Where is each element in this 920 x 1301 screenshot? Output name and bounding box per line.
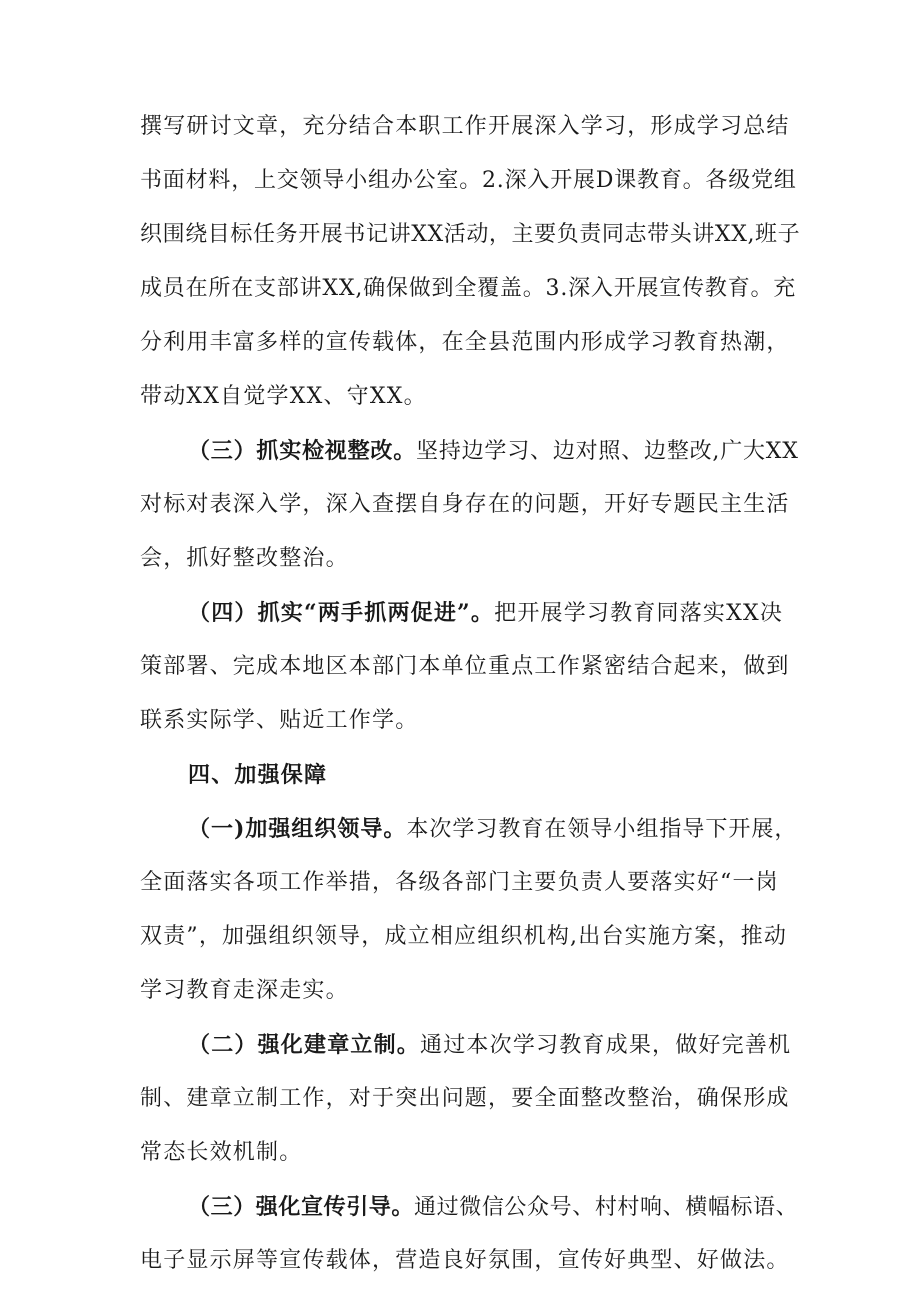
paragraph-line: 织围绕目标任务开展书记讲XX活动，主要负责同志带头讲XX,班子 (140, 222, 801, 247)
paragraph-line: 联系实际学、贴近工作学。 (140, 708, 419, 733)
paragraph-first-line (188, 1030, 800, 1061)
paragraph-heading: （二）强化建章立制。 (188, 1032, 421, 1058)
paragraph-line: 书面材料，上交领导小组办公室。2.深入开展D课教育。各级党组 (140, 168, 797, 193)
paragraph-first-line (188, 814, 800, 845)
paragraph-line: 会，抓好整改整治。 (140, 546, 349, 571)
paragraph-text: 通过微信公众号、村村响、横幅标语、 (414, 1195, 799, 1220)
paragraph-first-line (188, 436, 800, 467)
paragraph-text: 通过本次学习教育成果，做好完善机 (420, 1033, 792, 1058)
paragraph-line: 制、建章立制工作，对于突出问题，要全面整改整治，确保形成 (140, 1086, 790, 1111)
paragraph-heading: （三）强化宣传引导。 (188, 1194, 415, 1220)
paragraph-line: 分利用丰富多样的宣传载体，在全县范围内形成学习教育热潮， (140, 330, 790, 355)
paragraph-heading: （一)加强组织领导。 (188, 816, 407, 842)
paragraph-line: 策部署、完成本地区本部门本单位重点工作紧密结合起来，做到 (140, 654, 790, 679)
paragraph-first-line (188, 1192, 800, 1223)
paragraph-text: 把开展学习教育同落实XX决 (494, 601, 784, 626)
paragraph-line: 带动XX自觉学XX、守XX。 (140, 384, 427, 409)
paragraph-heading: （四）抓实“两手抓两促进”。 (188, 600, 495, 626)
paragraph-first-line (188, 598, 800, 629)
paragraph-line: 对标对表深入学，深入查摆自身存在的问题，开好专题民主生活 (140, 492, 790, 517)
paragraph-heading: （三）抓实检视整改。 (188, 438, 417, 464)
paragraph-line: 常态长效机制。 (140, 1140, 303, 1165)
paragraph-text: 本次学习教育在领导小组指导下开展， (406, 817, 798, 842)
paragraph-line: 学习教育走深走实。 (140, 978, 349, 1003)
paragraph-line: 双责”，加强组织领导，成立相应组织机构,出台实施方案，推动 (140, 924, 788, 949)
paragraph-line: 全面落实各项工作举措，各级各部门主要负责人要落实好“一岗 (140, 870, 779, 895)
paragraph-text: 坚持边学习、边对照、边整改,广大XX (416, 439, 799, 464)
paragraph-line: 电子显示屏等宣传载体，营造良好氛围，宣传好典型、好做法。 (140, 1248, 790, 1273)
section-heading: 四、加强保障 (188, 762, 328, 788)
paragraph-line: 成员在所在支部讲XX,确保做到全覆盖。3.深入开展宣传教育。充 (140, 276, 797, 301)
paragraph-line: 撰写研讨文章，充分结合本职工作开展深入学习，形成学习总结 (140, 114, 790, 139)
